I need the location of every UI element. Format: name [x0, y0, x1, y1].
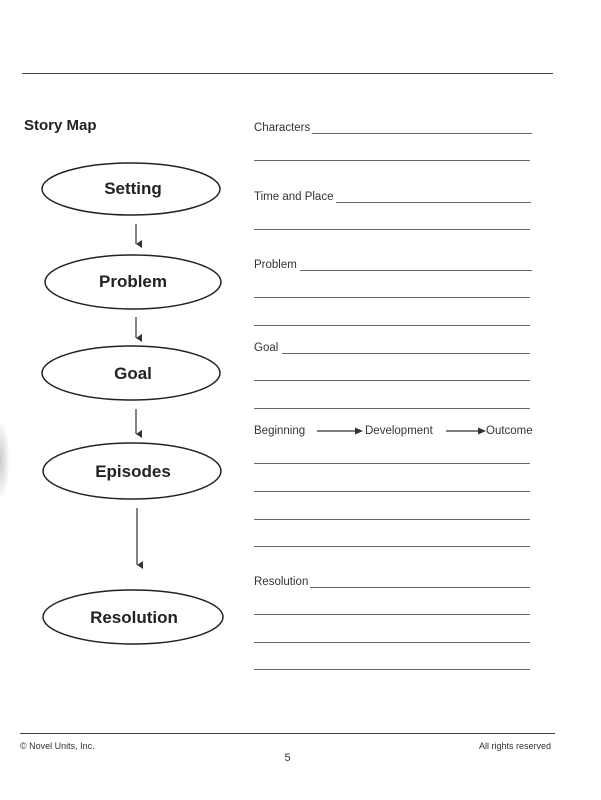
arrow-right-icon: [444, 424, 488, 438]
sequence-row: [254, 424, 554, 438]
goal-line-3[interactable]: [254, 408, 530, 409]
resolution-line-1[interactable]: [310, 587, 530, 588]
sequence-line-1[interactable]: [254, 463, 530, 464]
oval-label-goal: Goal: [114, 364, 152, 383]
characters-line-2[interactable]: [254, 160, 530, 161]
page-number: 5: [284, 752, 291, 764]
oval-goal: [42, 346, 220, 400]
sequence-development: Development: [365, 425, 433, 437]
oval-label-resolution: Resolution: [90, 608, 178, 627]
sequence-line-4[interactable]: [254, 546, 530, 547]
problem-label: Problem: [254, 259, 297, 271]
goal-label: Goal: [254, 342, 279, 354]
sequence-beginning: Beginning: [254, 425, 306, 437]
problem-line-2[interactable]: [254, 297, 530, 298]
arrow-right-icon: [315, 424, 365, 438]
time-and-place-line-1[interactable]: [336, 202, 531, 203]
goal-line-1[interactable]: [282, 353, 530, 354]
bottom-rule: [20, 733, 555, 734]
oval-label-setting: Setting: [104, 179, 162, 198]
sequence-outcome: Outcome: [486, 425, 533, 437]
characters-line-1[interactable]: [312, 133, 532, 134]
resolution-line-4[interactable]: [254, 669, 530, 670]
characters-label: Characters: [254, 122, 311, 134]
oval-label-episodes: Episodes: [95, 462, 171, 481]
time-and-place-line-2[interactable]: [254, 229, 530, 230]
problem-line-1[interactable]: [300, 270, 532, 271]
oval-problem: [45, 255, 221, 309]
goal-line-2[interactable]: [254, 380, 530, 381]
resolution-line-2[interactable]: [254, 614, 530, 615]
oval-setting: [42, 163, 220, 215]
resolution-line-3[interactable]: [254, 642, 530, 643]
resolution-label: Resolution: [254, 576, 309, 588]
problem-line-3[interactable]: [254, 325, 530, 326]
sequence-line-2[interactable]: [254, 491, 530, 492]
rights-text: All rights reserved: [478, 741, 551, 751]
oval-resolution: [43, 590, 223, 644]
oval-label-problem: Problem: [98, 272, 168, 291]
oval-episodes: [43, 443, 221, 499]
page-title: Story Map: [24, 117, 97, 134]
copyright-text: © Novel Units, Inc.: [20, 741, 95, 751]
time-and-place-label: Time and Place: [254, 191, 334, 203]
sequence-line-3[interactable]: [254, 519, 530, 520]
